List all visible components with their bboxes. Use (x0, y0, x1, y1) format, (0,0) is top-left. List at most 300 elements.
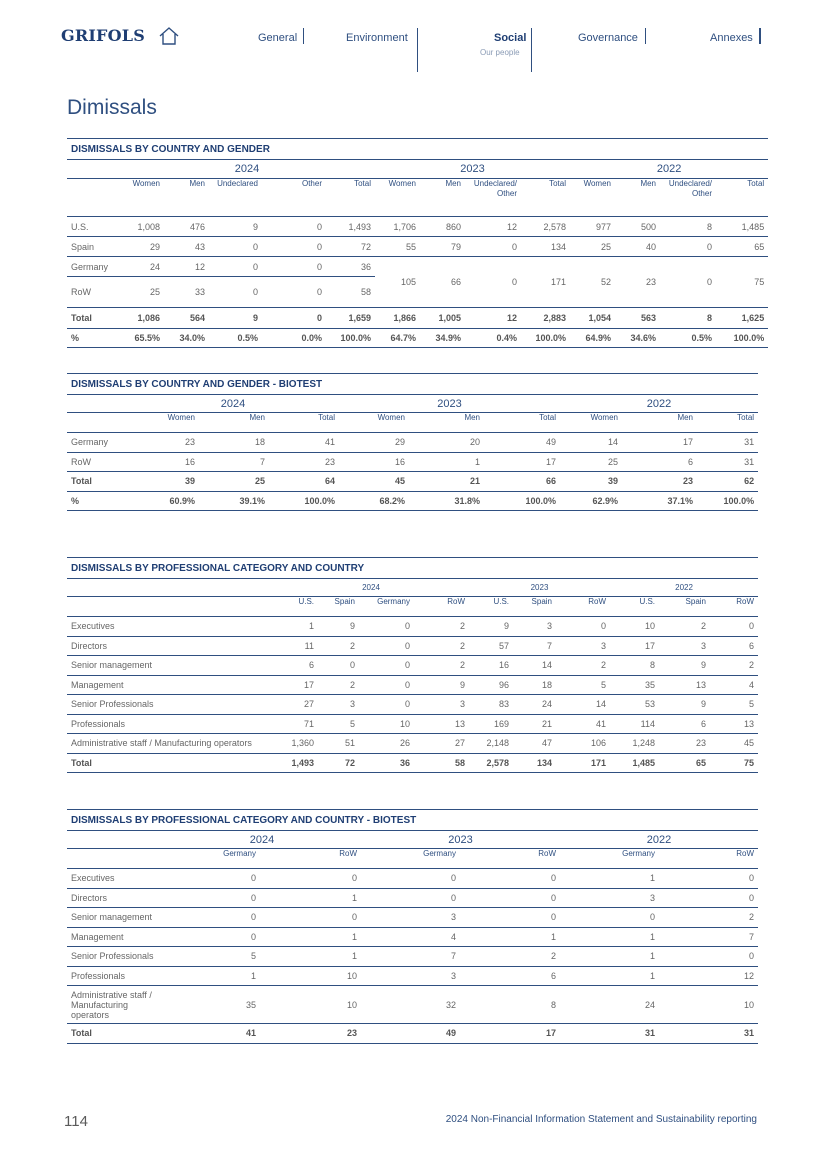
data-cell: 24 (119, 257, 164, 277)
total-cell: 8 (660, 308, 716, 329)
data-cell: 17 (460, 1024, 560, 1044)
data-cell: 13 (659, 675, 710, 695)
data-cell: 9 (659, 656, 710, 676)
year-2022: 2022 (560, 831, 758, 849)
data-cell: 10 (359, 714, 414, 734)
total-cell: 9 (209, 308, 262, 329)
data-cell: 23 (659, 734, 710, 754)
data-cell: 31 (659, 1024, 758, 1044)
column-header: Women (590, 413, 618, 422)
total-cell: 564 (164, 308, 209, 329)
row-label: Germany (67, 257, 119, 277)
data-cell: 45 (710, 734, 758, 754)
data-cell: 13 (710, 714, 758, 734)
data-cell: 11 (273, 636, 318, 656)
table-row (67, 888, 758, 908)
table-row (67, 452, 758, 472)
data-cell: 0 (560, 908, 659, 928)
column-header: Germany (377, 597, 410, 606)
row-label: Professionals (67, 966, 163, 986)
data-cell: 1 (560, 966, 659, 986)
data-cell: 5 (710, 695, 758, 715)
data-cell: 2,148 (469, 734, 513, 754)
data-cell: 169 (469, 714, 513, 734)
nav-annexes[interactable]: Annexes (710, 32, 753, 44)
data-cell: 0 (262, 217, 326, 237)
percent-cell: 65.5% (119, 329, 164, 348)
data-cell: 0 (359, 656, 414, 676)
year-2023: 2023 (469, 579, 610, 597)
row-label: % (67, 329, 119, 348)
data-cell: 2 (659, 617, 710, 637)
row-label: Management (67, 675, 273, 695)
data-cell: 26 (359, 734, 414, 754)
data-cell: 0 (359, 636, 414, 656)
row-label: Administrative staff / Manufacturing operators (67, 986, 163, 1024)
data-cell: 23 (622, 472, 697, 492)
year-2023: 2023 (339, 395, 560, 413)
table-title: DISMISSALS BY COUNTRY AND GENDER - BIOTEST (67, 374, 758, 395)
column-header: Men (445, 179, 461, 188)
data-cell: 68.2% (339, 491, 409, 511)
column-header: Germany (223, 849, 256, 858)
data-cell: 32 (361, 986, 460, 1024)
data-cell: 31 (560, 1024, 659, 1044)
data-cell: 0 (361, 888, 460, 908)
row-label: Directors (67, 888, 163, 908)
data-cell: 72 (326, 237, 375, 257)
home-icon[interactable] (158, 26, 180, 46)
data-cell: 2 (414, 656, 469, 676)
row-label: Administrative staff / Manufacturing operators (67, 734, 273, 754)
total-cell: 1,625 (716, 308, 768, 329)
table-row (67, 947, 758, 967)
data-cell: 40 (615, 237, 660, 257)
data-cell: 49 (484, 433, 560, 453)
column-header: U.S. (298, 597, 314, 606)
data-cell: 8 (610, 656, 659, 676)
data-cell: 1 (560, 927, 659, 947)
data-cell: 476 (164, 217, 209, 237)
data-cell: 75 (710, 753, 758, 773)
data-cell: 6 (622, 452, 697, 472)
total-cell: 1,659 (326, 308, 375, 329)
table-title: DISMISSALS BY COUNTRY AND GENDER (67, 139, 768, 160)
data-cell: 3 (361, 908, 460, 928)
data-cell: 25 (119, 277, 164, 308)
data-cell: 23 (260, 1024, 361, 1044)
data-cell: 1,493 (326, 217, 375, 237)
data-cell: 7 (513, 636, 556, 656)
column-header (67, 413, 127, 433)
data-cell: 0 (260, 908, 361, 928)
data-cell: 4 (361, 927, 460, 947)
row-label: U.S. (67, 217, 119, 237)
row-label: Executives (67, 617, 273, 637)
data-cell: 1 (273, 617, 318, 637)
dismissals-category-biotest-table (67, 809, 758, 1044)
column-header: Undeclared/ Other (473, 179, 517, 198)
column-header: Spain (685, 597, 706, 606)
column-header: RoW (736, 849, 755, 858)
data-cell: 18 (199, 433, 269, 453)
table-row (67, 656, 758, 676)
data-cell: 83 (469, 695, 513, 715)
data-cell: 2 (318, 675, 359, 695)
data-cell: 41 (556, 714, 610, 734)
column-header: Germany (423, 849, 456, 858)
data-cell: 62.9% (560, 491, 622, 511)
data-cell: 16 (469, 656, 513, 676)
data-cell: 17 (484, 452, 560, 472)
data-cell: 3 (556, 636, 610, 656)
column-header: Total (549, 179, 566, 188)
data-cell: 47 (513, 734, 556, 754)
data-cell: 39.1% (199, 491, 269, 511)
column-header: RoW (736, 597, 755, 606)
percent-cell: 64.7% (375, 329, 420, 348)
percent-cell: 64.9% (570, 329, 615, 348)
data-cell: 8 (460, 986, 560, 1024)
data-cell: 23 (127, 433, 199, 453)
data-cell: 1 (260, 947, 361, 967)
data-cell: 17 (610, 636, 659, 656)
percent-cell: 100.0% (521, 329, 570, 348)
column-header: Women (583, 179, 611, 188)
total-cell: 563 (615, 308, 660, 329)
data-cell: 36 (359, 753, 414, 773)
grifols-logo: GRIFOLS (61, 26, 145, 45)
data-cell: 25 (560, 452, 622, 472)
data-cell: 64 (269, 472, 339, 492)
row-label: % (67, 491, 127, 511)
data-cell: 0 (660, 237, 716, 257)
data-cell: 0 (710, 617, 758, 637)
data-cell: 2 (460, 947, 560, 967)
data-cell: 100.0% (269, 491, 339, 511)
dismissals-category-country-table (67, 557, 758, 773)
data-cell: 0 (209, 257, 262, 277)
data-cell: 134 (513, 753, 556, 773)
merged-cell: 105 (375, 257, 420, 308)
data-cell: 10 (260, 986, 361, 1024)
row-label: Total (67, 1024, 163, 1044)
percent-cell: 0.5% (660, 329, 716, 348)
data-cell: 7 (199, 452, 269, 472)
data-cell: 0 (460, 908, 560, 928)
data-cell: 65 (659, 753, 710, 773)
data-cell: 2,578 (469, 753, 513, 773)
data-cell: 41 (269, 433, 339, 453)
data-cell: 65 (716, 237, 768, 257)
table-row (67, 714, 758, 734)
data-cell: 13 (414, 714, 469, 734)
data-cell: 16 (339, 452, 409, 472)
column-header: Men (640, 179, 656, 188)
column-header: Men (464, 413, 480, 422)
data-cell: 17 (273, 675, 318, 695)
data-cell: 100.0% (697, 491, 758, 511)
data-cell: 31 (697, 452, 758, 472)
percent-cell: 34.9% (420, 329, 465, 348)
data-cell: 2 (659, 908, 758, 928)
data-cell: 0 (465, 237, 521, 257)
row-label: Senior management (67, 656, 273, 676)
data-cell: 12 (659, 966, 758, 986)
data-cell: 51 (318, 734, 359, 754)
row-label: RoW (67, 452, 127, 472)
column-header: Spain (334, 597, 355, 606)
data-cell: 0 (163, 888, 260, 908)
data-cell: 0 (460, 888, 560, 908)
data-cell: 1,493 (273, 753, 318, 773)
column-header: U.S. (493, 597, 509, 606)
data-cell: 1 (163, 966, 260, 986)
column-header: Women (132, 179, 160, 188)
column-header: Total (354, 179, 371, 188)
data-cell: 5 (163, 947, 260, 967)
total-cell: 0 (262, 308, 326, 329)
data-cell: 10 (260, 966, 361, 986)
data-cell: 17 (622, 433, 697, 453)
data-cell: 100.0% (484, 491, 560, 511)
data-cell: 1 (260, 927, 361, 947)
data-cell: 27 (273, 695, 318, 715)
column-header: Total (747, 179, 765, 188)
data-cell: 21 (513, 714, 556, 734)
data-cell: 977 (570, 217, 615, 237)
page-number: 114 (64, 1113, 88, 1130)
data-cell: 3 (414, 695, 469, 715)
data-cell: 1,485 (716, 217, 768, 237)
data-cell: 45 (339, 472, 409, 492)
data-cell: 33 (164, 277, 209, 308)
data-cell: 79 (420, 237, 465, 257)
column-header (67, 849, 163, 869)
nav-social-subtitle: Our people (480, 48, 520, 57)
year-2024: 2024 (163, 831, 361, 849)
percent-cell: 34.6% (615, 329, 660, 348)
percent-cell: 0.5% (209, 329, 262, 348)
data-cell: 6 (659, 714, 710, 734)
table-row (67, 908, 758, 928)
year-2024: 2024 (119, 160, 375, 179)
data-cell: 0 (262, 237, 326, 257)
column-header: Germany (622, 849, 655, 858)
table-row (67, 636, 758, 656)
data-cell: 43 (164, 237, 209, 257)
data-cell: 23 (269, 452, 339, 472)
table-title: DISMISSALS BY PROFESSIONAL CATEGORY AND COUNTRY (67, 558, 758, 579)
table-row (67, 472, 758, 492)
row-label: Spain (67, 237, 119, 257)
total-cell: 1,005 (420, 308, 465, 329)
data-cell: 3 (659, 636, 710, 656)
column-header: Men (677, 413, 693, 422)
data-cell: 1 (460, 927, 560, 947)
data-cell: 27 (414, 734, 469, 754)
data-cell: 18 (513, 675, 556, 695)
merged-cell: 171 (521, 257, 570, 308)
row-label: Senior Professionals (67, 695, 273, 715)
column-header: Women (377, 413, 405, 422)
table-row (67, 695, 758, 715)
total-cell: 12 (465, 308, 521, 329)
merged-cell: 52 (570, 257, 615, 308)
column-header: Women (388, 179, 416, 188)
row-label: Total (67, 753, 273, 773)
data-cell: 0 (209, 277, 262, 308)
merged-cell: 66 (420, 257, 465, 308)
data-cell: 60.9% (127, 491, 199, 511)
column-header: Total (318, 413, 335, 422)
year-2022: 2022 (570, 160, 768, 179)
row-label: Professionals (67, 714, 273, 734)
row-label: Total (67, 308, 119, 329)
percent-cell: 0.4% (465, 329, 521, 348)
nav-general[interactable]: General (258, 32, 298, 44)
data-cell: 0 (359, 617, 414, 637)
data-cell: 12 (465, 217, 521, 237)
merged-cell: 75 (716, 257, 768, 308)
data-cell: 29 (339, 433, 409, 453)
data-cell: 1 (260, 888, 361, 908)
data-cell: 24 (560, 986, 659, 1024)
data-cell: 53 (610, 695, 659, 715)
data-cell: 55 (375, 237, 420, 257)
data-cell: 49 (361, 1024, 460, 1044)
data-cell: 0 (359, 675, 414, 695)
page-title: Dimissals (67, 96, 157, 119)
row-label: Executives (67, 869, 163, 889)
data-cell: 3 (318, 695, 359, 715)
data-cell: 0 (318, 656, 359, 676)
percent-cell: 100.0% (716, 329, 768, 348)
data-cell: 134 (521, 237, 570, 257)
table-row (67, 491, 758, 511)
data-cell: 1,360 (273, 734, 318, 754)
data-cell: 37.1% (622, 491, 697, 511)
data-cell: 6 (273, 656, 318, 676)
row-label: Senior Professionals (67, 947, 163, 967)
data-cell: 0 (556, 617, 610, 637)
total-cell: 2,883 (521, 308, 570, 329)
total-cell: 1,086 (119, 308, 164, 329)
data-cell: 1,485 (610, 753, 659, 773)
nav-environment[interactable]: Environment (346, 32, 408, 44)
data-cell: 39 (560, 472, 622, 492)
nav-governance[interactable]: Governance (578, 32, 638, 44)
data-cell: 1,008 (119, 217, 164, 237)
data-cell: 25 (199, 472, 269, 492)
data-cell: 0 (361, 869, 460, 889)
data-cell: 6 (460, 966, 560, 986)
data-cell: 2,578 (521, 217, 570, 237)
column-header: Men (189, 179, 205, 188)
data-cell: 0 (163, 869, 260, 889)
table-row (67, 433, 758, 453)
data-cell: 114 (610, 714, 659, 734)
data-cell: 0 (659, 888, 758, 908)
data-cell: 58 (414, 753, 469, 773)
data-cell: 5 (318, 714, 359, 734)
data-cell: 0 (262, 257, 326, 277)
data-cell: 2 (318, 636, 359, 656)
column-header: Men (249, 413, 265, 422)
data-cell: 500 (615, 217, 660, 237)
data-cell: 21 (409, 472, 484, 492)
data-cell: 8 (660, 217, 716, 237)
data-cell: 35 (610, 675, 659, 695)
data-cell: 0 (163, 908, 260, 928)
data-cell: 1 (560, 947, 659, 967)
year-2023: 2023 (375, 160, 570, 179)
total-cell: 1,866 (375, 308, 420, 329)
table-row (67, 986, 758, 1024)
data-cell: 14 (513, 656, 556, 676)
row-label: Directors (67, 636, 273, 656)
percent-cell: 100.0% (326, 329, 375, 348)
column-header: RoW (538, 849, 556, 858)
data-cell: 71 (273, 714, 318, 734)
data-cell: 24 (513, 695, 556, 715)
table-row (67, 927, 758, 947)
column-header: Undeclared/ Other (668, 179, 712, 198)
data-cell: 3 (560, 888, 659, 908)
data-cell: 20 (409, 433, 484, 453)
data-cell: 14 (556, 695, 610, 715)
column-header: Other (301, 179, 322, 188)
data-cell: 31 (697, 433, 758, 453)
data-cell: 6 (710, 636, 758, 656)
column-header: Women (167, 413, 195, 422)
column-header: RoW (447, 597, 465, 606)
data-cell: 1 (560, 869, 659, 889)
table-row (67, 869, 758, 889)
data-cell: 3 (361, 966, 460, 986)
table-row (67, 617, 758, 637)
data-cell: 0 (260, 869, 361, 889)
dismissals-country-gender-table (67, 138, 768, 348)
data-cell: 2 (710, 656, 758, 676)
data-cell: 96 (469, 675, 513, 695)
data-cell: 41 (163, 1024, 260, 1044)
column-header: Undeclared (217, 179, 258, 188)
data-cell: 35 (163, 986, 260, 1024)
total-cell: 1,054 (570, 308, 615, 329)
dismissals-biotest-table (67, 373, 758, 511)
data-cell: 31.8% (409, 491, 484, 511)
data-cell: 0 (659, 869, 758, 889)
data-cell: 4 (710, 675, 758, 695)
data-cell: 10 (610, 617, 659, 637)
table-title: DISMISSALS BY PROFESSIONAL CATEGORY AND COUNTRY - BIOTEST (67, 810, 758, 831)
data-cell: 36 (326, 257, 375, 277)
nav-social[interactable]: Social (494, 32, 527, 44)
data-cell: 3 (513, 617, 556, 637)
data-cell: 39 (127, 472, 199, 492)
data-cell: 2 (556, 656, 610, 676)
table-row (67, 734, 758, 754)
table-row (67, 966, 758, 986)
data-cell: 860 (420, 217, 465, 237)
row-label: Total (67, 472, 127, 492)
data-cell: 29 (119, 237, 164, 257)
data-cell: 12 (164, 257, 209, 277)
column-header (67, 597, 273, 617)
data-cell: 25 (570, 237, 615, 257)
data-cell: 9 (659, 695, 710, 715)
